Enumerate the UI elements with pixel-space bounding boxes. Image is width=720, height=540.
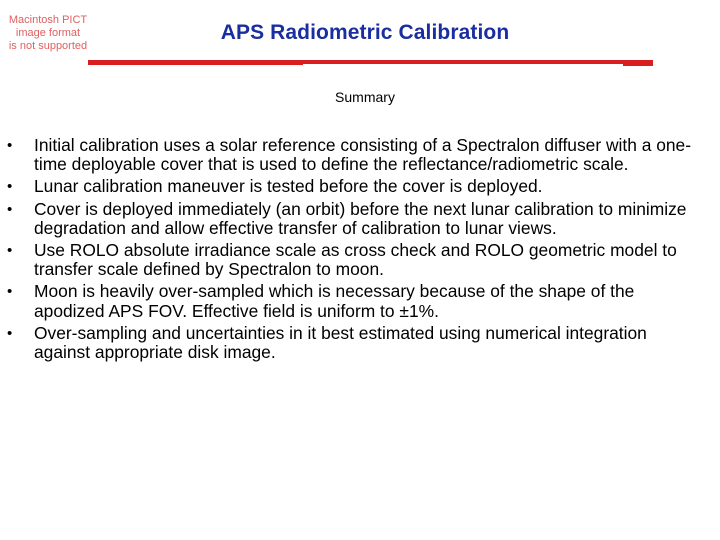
bullet-dot: • xyxy=(7,242,13,260)
bullet-item xyxy=(0,324,720,362)
slide-subtitle: Summary xyxy=(335,89,395,105)
bullet-item xyxy=(0,282,720,320)
placeholder-line-1: Macintosh PICT xyxy=(8,14,88,26)
title-underline-notch xyxy=(623,64,653,66)
bullet-dot: • xyxy=(7,324,13,342)
bullet-item xyxy=(0,136,720,174)
bullet-dot: • xyxy=(7,283,13,301)
bullet-dot: • xyxy=(7,200,13,218)
bullet-item xyxy=(0,200,720,238)
slide-title: APS Radiometric Calibration xyxy=(220,21,510,44)
bullet-text: Initial calibration uses a solar reference consisting of a Spectralon diffuser with a one-time deployable cover that is used to define the reflectance/radiometric scale. xyxy=(34,135,692,175)
bullet-list xyxy=(0,136,720,365)
bullet-dot: • xyxy=(7,137,13,154)
placeholder-line-2: image format xyxy=(15,27,81,39)
unsupported-image-placeholder xyxy=(4,14,92,53)
bullet-text: Over-sampling and uncertainties in it best estimated using numerical integration against appropriate disk image. xyxy=(34,322,647,363)
bullet-text: Use ROLO absolute irradiance scale as cross check and ROLO geometric model to transfer scale defined by Spectralon to moon. xyxy=(34,240,677,280)
bullet-item xyxy=(0,241,720,279)
bullet-item xyxy=(0,177,720,196)
bullet-dot: • xyxy=(7,178,13,196)
bullet-text: Cover is deployed immediately (an orbit) before the next lunar calibration to minimize degradation and allow effective transfer of calibration to lunar views. xyxy=(34,198,687,238)
title-underline-shadow xyxy=(88,64,303,65)
bullet-text: Lunar calibration maneuver is tested before the cover is deployed. xyxy=(34,176,543,197)
bullet-text: Moon is heavily over-sampled which is necessary because of the shape of the apodized APS FOV. Effective field is uniform to ±1%. xyxy=(34,281,635,321)
placeholder-line-3: is not supported xyxy=(8,40,88,52)
